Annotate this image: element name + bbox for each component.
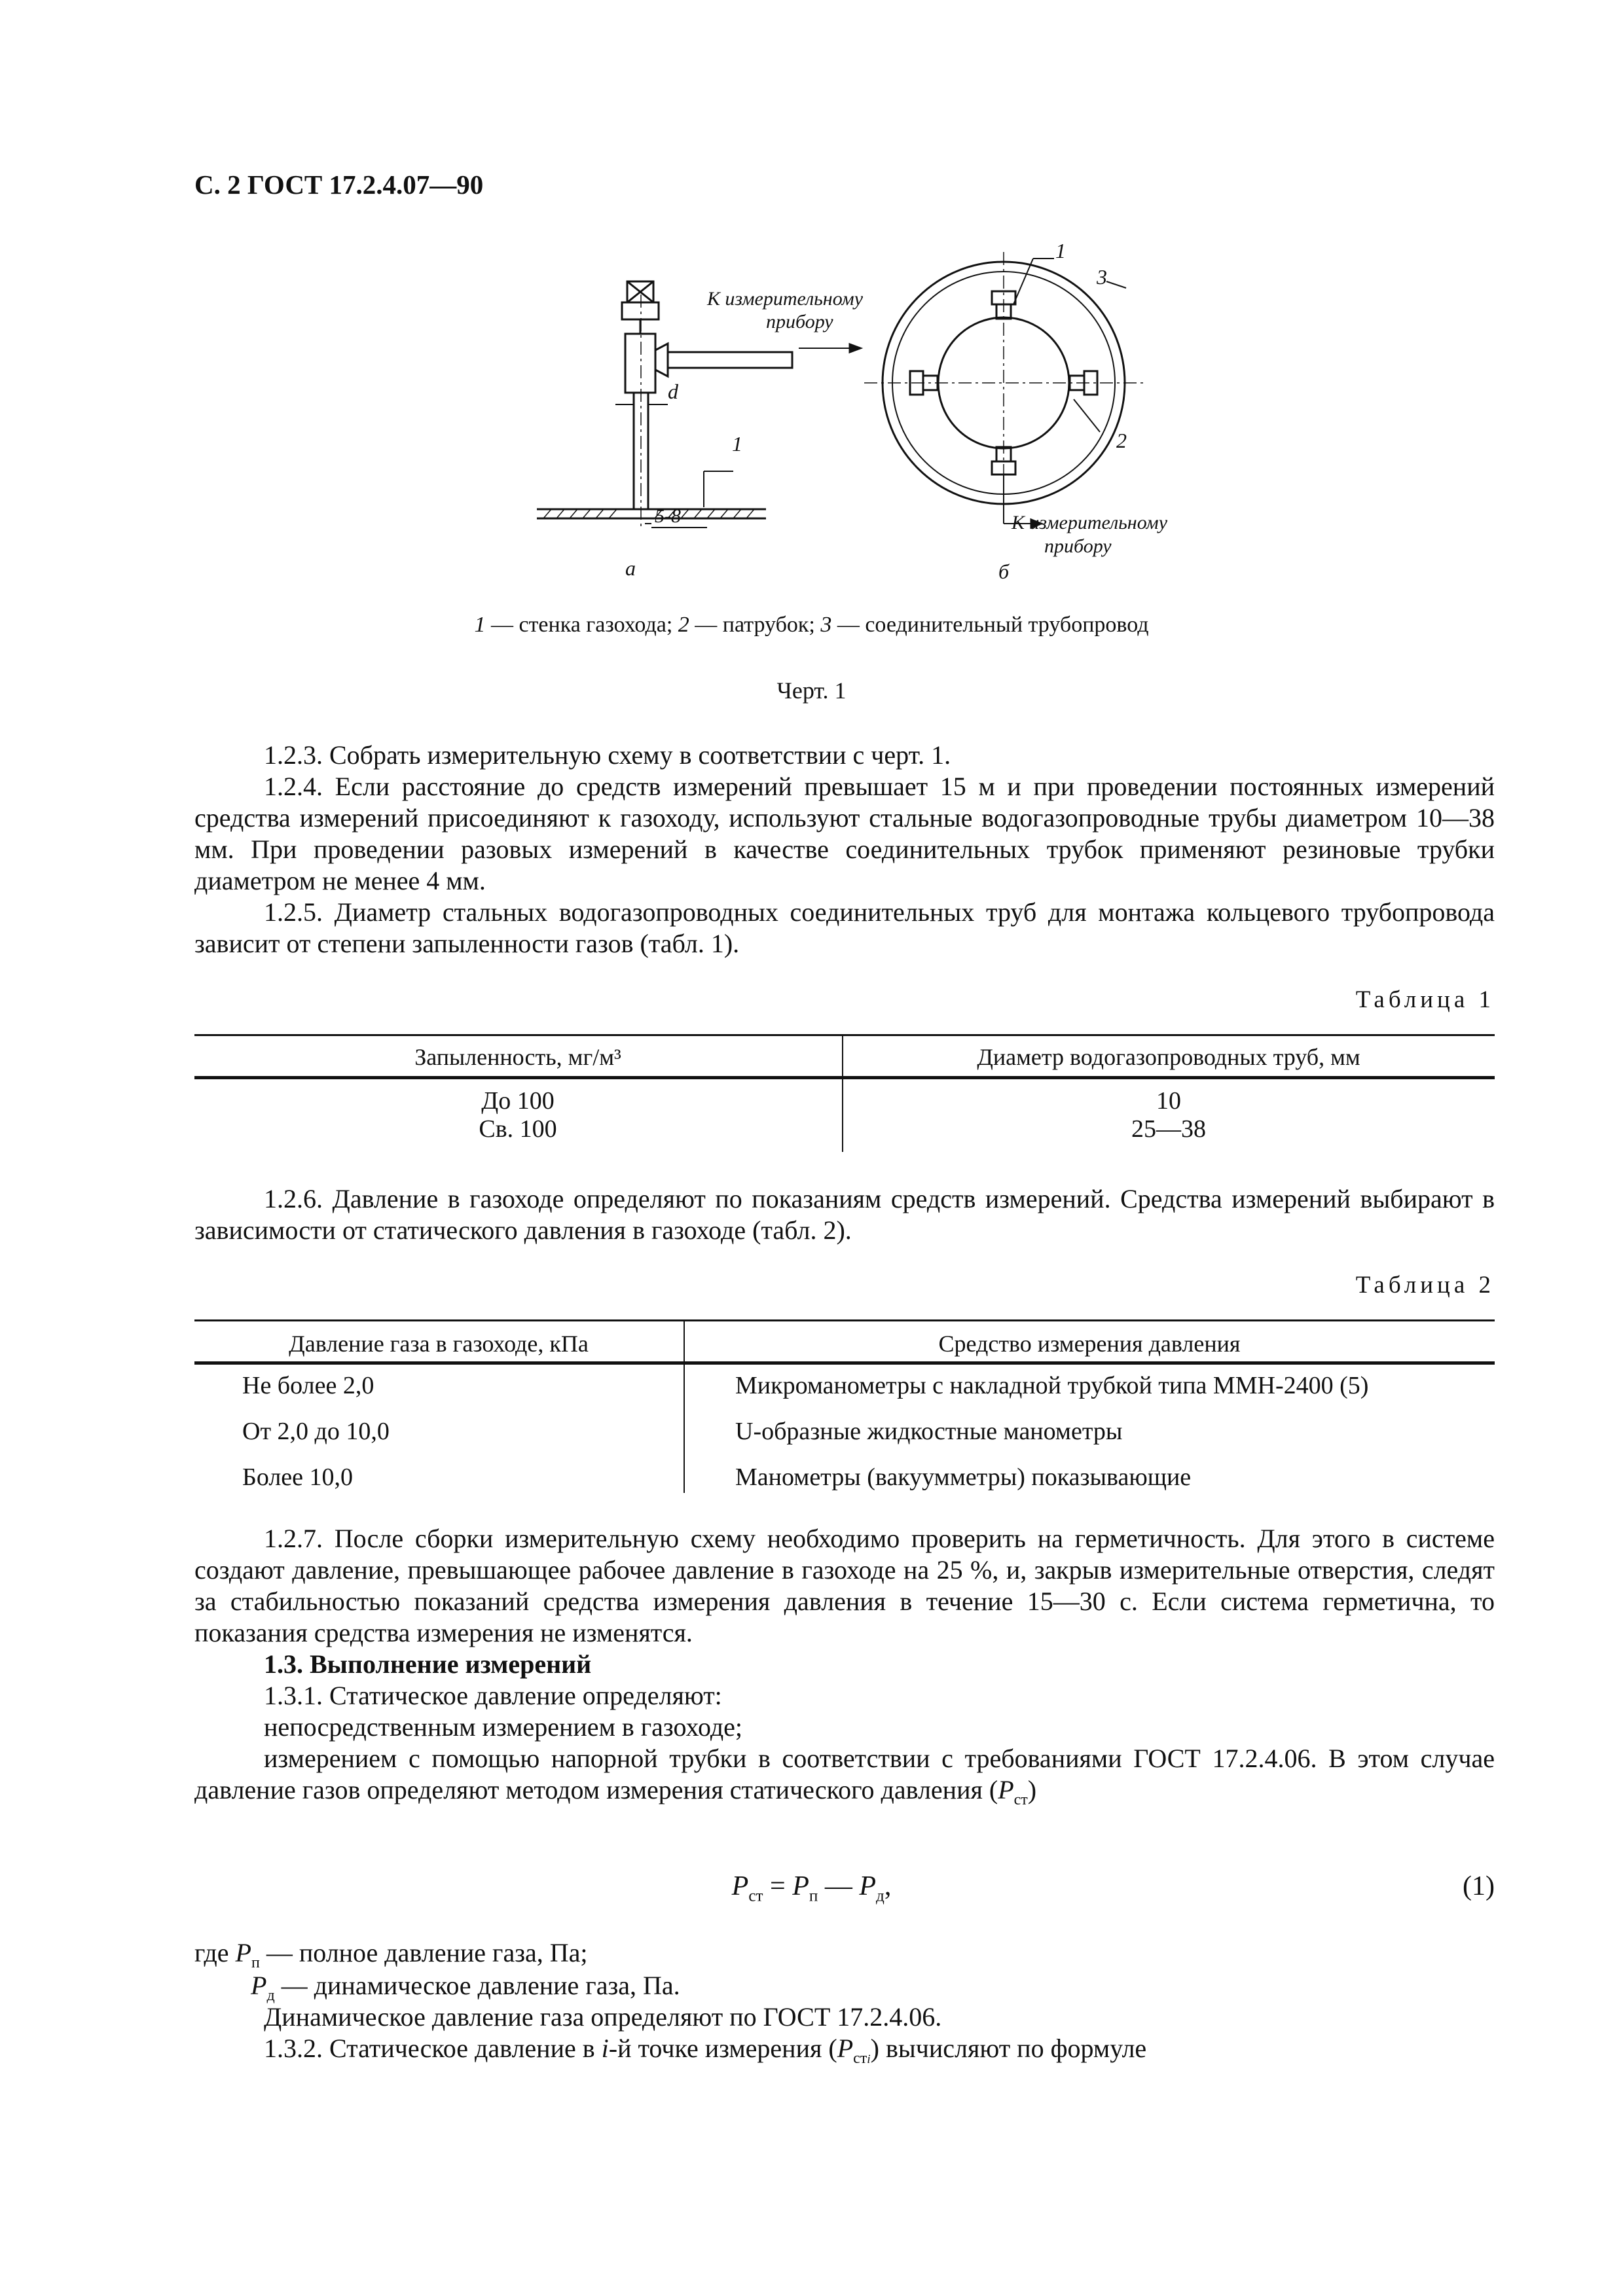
paragraph-1-2-3: 1.2.3. Собрать измерительную схему в соответствии с черт. 1. bbox=[264, 740, 951, 770]
label-device-b: прибору bbox=[1044, 535, 1112, 557]
table2-caption: Таблица 2 bbox=[1355, 1272, 1495, 1299]
table1-header-1: Запыленность, мг/м³ bbox=[414, 1044, 621, 1070]
figure-legend: 1 — стенка газохода; 2 — патрубок; 3 — соединительный трубопровод bbox=[474, 613, 1149, 637]
where-line-2: $P_д$ — динамическое давление газа, Па. bbox=[251, 1971, 680, 2004]
formula-1-number: (1) bbox=[1463, 1871, 1495, 1901]
paragraph-1-2-7: 1.2.7. После сборки измерительную схему необходимо проверить на герметичность. Для этого в системе создают давление, превышающее рабочее давление в газоходе на 25 %, и, закрыв измерительные отверстия, следят за стабильностью показаний средства измерения давления в течение 15—30 с. Если система герметична, то показания средства измерения не изменятся. bbox=[194, 1524, 1495, 1647]
table2-header-1: Давление газа в газоходе, кПа bbox=[289, 1331, 589, 1357]
label-device-a: прибору bbox=[766, 311, 833, 332]
label-dim: 5-8 bbox=[655, 505, 681, 527]
table1-row1-col2: 10 bbox=[1156, 1087, 1181, 1115]
label-2: 2 bbox=[1116, 429, 1127, 452]
figure-title: Черт. 1 bbox=[776, 677, 847, 704]
table1-row2-col2: 25—38 bbox=[1131, 1115, 1206, 1143]
label-3: 3 bbox=[1097, 265, 1107, 289]
where-line-1: где $P_п$ — полное давление газа, Па; bbox=[194, 1938, 588, 1971]
table2-row3-col1: Более 10,0 bbox=[242, 1463, 354, 1491]
table2-row2-col1: От 2,0 до 10,0 bbox=[242, 1418, 390, 1445]
table1-header-rule bbox=[194, 1076, 1495, 1079]
table1-header-2: Диаметр водогазопроводных труб, мм bbox=[977, 1044, 1360, 1070]
paragraph-1-2-5: 1.2.5. Диаметр стальных водогазопроводных соединительных труб для монтажа кольцевого трубопровода зависит от степени запыленности газов (табл. 1). bbox=[194, 897, 1495, 958]
paragraph-1-3-1-a: непосредственным измерением в газоходе; bbox=[264, 1712, 743, 1742]
table2-header-rule bbox=[194, 1361, 1495, 1365]
table1-caption: Таблица 1 bbox=[1355, 986, 1495, 1013]
table2-row1-col2: Микроманометры с накладной трубкой типа ММН-2400 (5) bbox=[735, 1372, 1369, 1399]
table2-row1-col1: Не более 2,0 bbox=[242, 1372, 374, 1399]
label-a: а bbox=[625, 556, 636, 580]
label-b: б bbox=[998, 560, 1010, 583]
formula-1: $P_{ст} = P_п$ — $P_д$, bbox=[731, 1871, 892, 1905]
label-1-a: 1 bbox=[732, 432, 742, 456]
paragraph-1-3-1-b: измерением с помощью напорной трубки в соответствии с требованиями ГОСТ 17.2.4.06. В этом случае давление газов определяют методом измерения статического давления $(P_{ст})$ bbox=[194, 1744, 1495, 1808]
table1-row2-col1: Св. 100 bbox=[479, 1115, 557, 1143]
table2-top-rule bbox=[194, 1319, 1495, 1321]
table2-row3-col2: Манометры (вакуумметры) показывающие bbox=[735, 1463, 1192, 1491]
section-1-3-title: 1.3. Выполнение измерений bbox=[264, 1649, 592, 1679]
paragraph-1-2-6: 1.2.6. Давление в газоходе определяют по показаниям средств измерений. Средства измерений выбирают в зависимости от статического давления в газоходе (табл. 2). bbox=[194, 1184, 1495, 1245]
label-d: d bbox=[668, 380, 678, 403]
label-to-device-b: К измерительному bbox=[1012, 512, 1168, 533]
table1-top-rule bbox=[194, 1034, 1495, 1036]
paragraph-1-3-2: 1.3.2. Статическое давление в i-й точке измерения $(P_{стi})$ вычисляют по формуле bbox=[264, 2034, 1147, 2067]
table2-divider bbox=[684, 1319, 685, 1493]
paragraph-1-2-4: 1.2.4. Если расстояние до средств измерений превышает 15 м и при проведении постоянных измерений средства измерений присоединяют к газоходу, используют стальные водогазопроводные трубы диаметром 10—38 мм. При проведении разовых измерений в качестве соединительных трубок применяют резиновые трубки диаметром не менее 4 мм. bbox=[194, 772, 1495, 895]
table2-header-2: Средство измерения давления bbox=[938, 1331, 1241, 1357]
table2-row2-col2: U-образные жидкостные манометры bbox=[735, 1418, 1123, 1445]
label-1-b: 1 bbox=[1055, 239, 1066, 262]
page-header: С. 2 ГОСТ 17.2.4.07—90 bbox=[194, 170, 484, 200]
label-to-device-a: К измерительному bbox=[707, 288, 864, 310]
paragraph-1-3-1: 1.3.1. Статическое давление определяют: bbox=[264, 1681, 722, 1710]
paragraph-dynamic: Динамическое давление газа определяют по ГОСТ 17.2.4.06. bbox=[264, 2002, 942, 2032]
table1-row1-col1: До 100 bbox=[481, 1087, 555, 1115]
